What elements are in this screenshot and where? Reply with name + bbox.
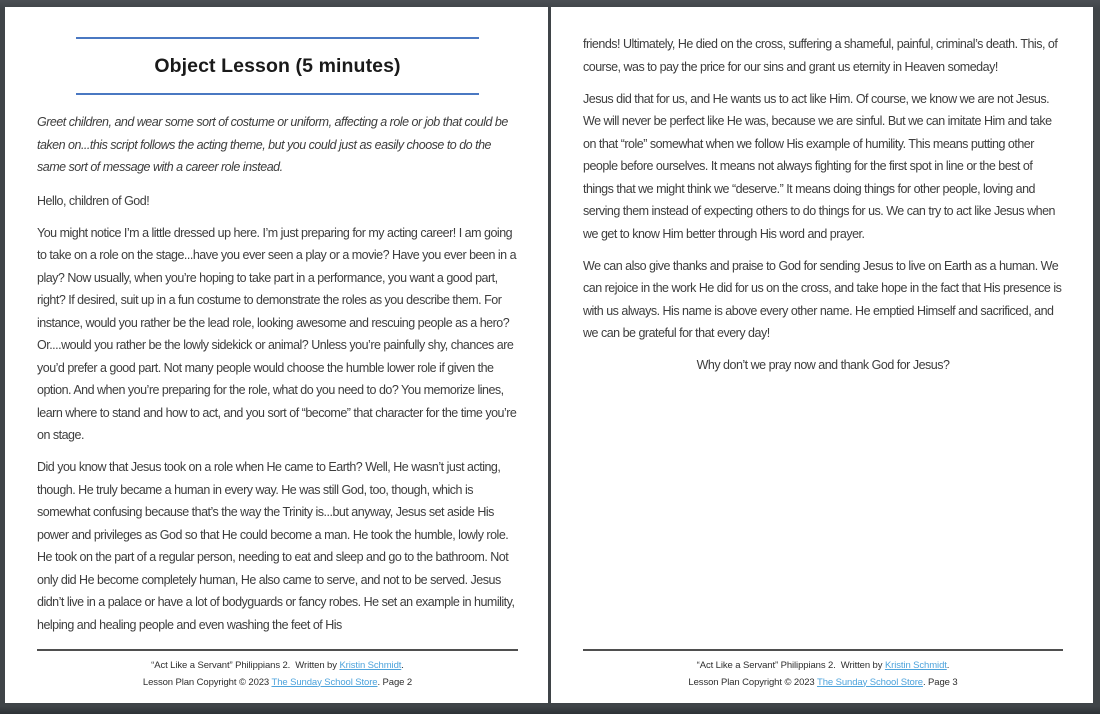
author-link[interactable]: Kristin Schmidt [339, 660, 402, 671]
page-2-footer [37, 649, 518, 691]
body-paragraph: You might notice I’m a little dressed up here. I’m just preparing for my acting career! I am going to take on a role on the stage...have you ever seen a play or a movie? Have you ever been in a play? Now usually, when you’re hoping to take part in a performance, you want a good part, right? If desired, suit up in a fun costume to demonstrate the roles as you describe them. For instance, would you rather be the lead role, looking awesome and rescuing people as a hero? Or....would you rather be the lowly sidekick or animal? Unless you’re painfully shy, chances are you’d prefer a good part. Not many people would choose the humble lower role if given the option. And when you’re preparing for the role, what do you need to do? You memorize lines, learn where to stand and how to act, and you sort of “become” that character for the time you’re on stage. [37, 225, 517, 442]
body-paragraph: friends! Ultimately, He died on the cross, suffering a shameful, painful, criminal’s death. This, of course, was to pay the price for our sins and grant us eternity in Heaven someday! [583, 37, 1058, 74]
footer-copyright-line [37, 675, 518, 692]
author-link[interactable]: Kristin Schmidt [884, 660, 947, 671]
store-link[interactable]: The Sunday School Store [817, 676, 923, 688]
lesson-title-block [76, 37, 479, 95]
footer-citation-period: . [946, 660, 950, 671]
body-paragraph: Hello, children of God! [37, 193, 150, 208]
footer-citation-line [583, 658, 1063, 675]
store-link[interactable]: The Sunday School Store [271, 676, 378, 688]
page-2-content [37, 95, 518, 633]
page-3-content [583, 7, 1063, 639]
footer-copyright-text: Lesson Plan Copyright © 2023 [688, 676, 817, 688]
page-2 [5, 7, 548, 703]
intro-paragraph: Greet children, and wear some sort of costume or uniform, affecting a role or job that could be taken on...this script follows the acting theme, but you could just as easily choose to do the same sort of message with a career role instead. [37, 115, 508, 174]
page-3 [551, 7, 1093, 703]
page-number: . Page 2 [377, 676, 413, 688]
footer-copyright-text: Lesson Plan Copyright © 2023 [142, 676, 272, 688]
page-number: . Page 3 [922, 676, 958, 688]
footer-citation-line [37, 658, 518, 675]
footer-citation-text: “Act Like a Servant” Philippians 2. Written by [151, 660, 340, 671]
page-3-footer [583, 649, 1063, 691]
footer-citation-period: . [401, 660, 404, 671]
page-title: Object Lesson (5 minutes) [154, 54, 401, 77]
body-paragraph: Jesus did that for us, and He wants us to act like Him. Of course, we know we are not Jesus. We will never be perfect like He was, because we are sinful. But we can imitate Him and take on that “role” somewhat when we follow His example of humility. This means putting other people before ourselves. It means not always fighting for the first spot in line or the best of things that we might think we “deserve.” It means doing things for other people, loving and serving them instead of expecting others to do things for us. We can try to act like Jesus when we get to know Him better through His word and prayer. [583, 91, 1055, 241]
body-paragraph: Did you know that Jesus took on a role when He came to Earth? Well, He wasn’t just acting, though. He truly became a human in every way. He was still God, too, though, which is somewhat confusing because that’s the way the Trinity is...but anyway, Jesus set aside His power and privileges as God so that He could become a man. He took the humble, lowly role. He took on the part of a regular person, needing to eat and sleep and go to the bathroom. Not only did He become completely human, He also came to serve, and not to be served. Jesus didn’t live in a palace or have a lot of bodyguards or fancy robes. He set an example in humility, helping and healing people and even washing the feet of His [37, 460, 515, 632]
prayer-prompt-line: Why don’t we pray now and thank God for Jesus? [696, 358, 950, 372]
footer-copyright-line [583, 675, 1063, 692]
footer-citation-text: “Act Like a Servant” Philippians 2. Written by [696, 660, 885, 671]
body-paragraph: We can also give thanks and praise to God for sending Jesus to live on Earth as a human. We can rejoice in the work He did for us on the cross, and take hope in the fact that His presence is with us always. His name is above every other name. He emptied Himself and sacrificed, and we can be grateful for that every day! [583, 258, 1062, 340]
